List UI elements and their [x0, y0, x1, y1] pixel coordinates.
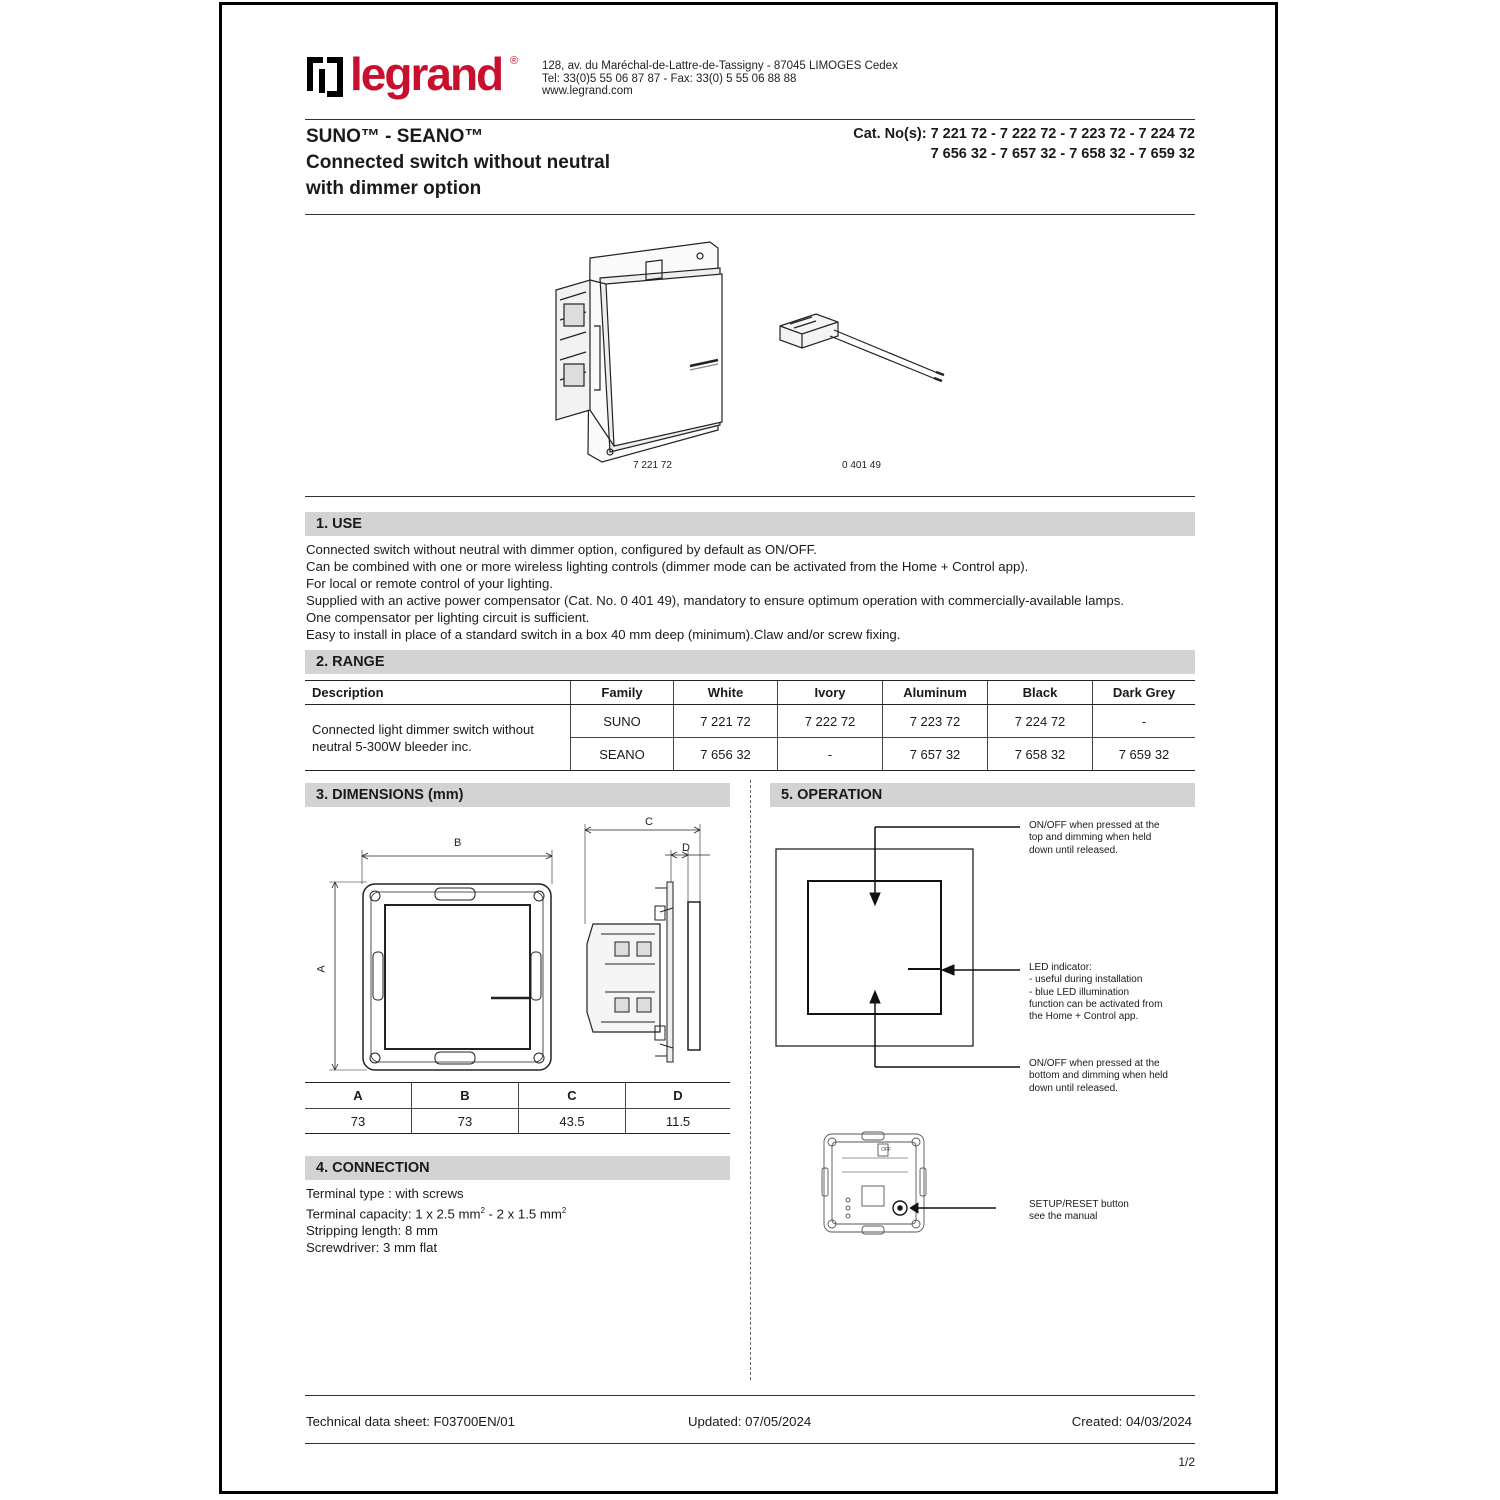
cell-c: 43.5: [519, 1109, 626, 1134]
cell-white: 7 221 72: [674, 705, 778, 738]
cell-black: 7 224 72: [988, 705, 1093, 738]
dimension-label-d: D: [682, 842, 690, 854]
compensator-reference: 0 401 49: [842, 460, 881, 471]
col-header: Aluminum: [883, 681, 988, 705]
section-heading-dimensions: 3. DIMENSIONS (mm): [305, 783, 730, 807]
table-row: [305, 1109, 730, 1134]
use-line: One compensator per lighting circuit is sufficient.: [306, 610, 590, 625]
website-link[interactable]: www.legrand.com: [542, 85, 633, 97]
contact-line: Tel: 33(0)5 55 06 87 87 - Fax: 33(0) 5 55 06 88 88: [542, 72, 797, 85]
title-line-1: SUNO™ - SEANO™: [306, 126, 484, 147]
section-heading-use: 1. USE: [305, 512, 1195, 536]
use-line: For local or remote control of your lighting.: [306, 576, 554, 591]
cell-d: 11.5: [626, 1109, 731, 1134]
title-line-2: Connected switch without neutral: [306, 152, 611, 173]
bottom-press-note: ON/OFF when pressed at the bottom and dimming when held down until released.: [1029, 1058, 1168, 1094]
module-rear-diagram: [818, 1128, 1028, 1238]
footer-created: Created: 04/03/2024: [1071, 1414, 1192, 1429]
col-header: A: [305, 1083, 412, 1109]
table-header-row: [305, 681, 1195, 705]
col-header: Black: [988, 681, 1093, 705]
setup-reset-note: SETUP/RESET button see the manual: [1029, 1199, 1129, 1223]
use-line: Can be combined with one or more wireless lighting controls (dimmer mode can be activated from the Home + Control app).: [306, 559, 1029, 574]
column-divider: [750, 780, 751, 1380]
cell-white: 7 656 32: [674, 738, 778, 771]
range-table: [305, 680, 1195, 771]
col-header: D: [626, 1083, 731, 1109]
divider: [305, 1443, 1195, 1444]
connection-text: [306, 1185, 566, 1256]
use-line: Easy to install in place of a standard switch in a box 40 mm deep (minimum).Claw and/or screw fixing.: [306, 627, 901, 642]
col-header: B: [412, 1083, 519, 1109]
stripping-length: Stripping length: 8 mm: [306, 1223, 438, 1239]
cat-line-2: 7 656 32 - 7 657 32 - 7 658 32 - 7 659 32: [930, 146, 1195, 162]
cell-a: 73: [305, 1109, 412, 1134]
divider: [305, 119, 1195, 120]
title-line-3: with dimmer option: [306, 178, 482, 199]
col-header: Dark Grey: [1093, 681, 1196, 705]
cell-ivory: 7 222 72: [778, 705, 883, 738]
col-header: Description: [305, 681, 571, 705]
use-line: Connected switch without neutral with dimmer option, configured by default as ON/OFF.: [306, 542, 817, 557]
company-address-block: [542, 60, 898, 98]
legrand-logo-wordmark: legrand: [350, 48, 503, 100]
cell-dark-grey: -: [1093, 705, 1196, 738]
section-heading-range: 2. RANGE: [305, 650, 1195, 674]
cat-line-1: Cat. No(s): 7 221 72 - 7 222 72 - 7 223 72 - 7 224 72: [853, 126, 1195, 142]
col-header: Family: [571, 681, 674, 705]
switch-product-illustration: [550, 240, 730, 465]
dimensions-table: [305, 1082, 730, 1134]
dimension-label-b: B: [454, 837, 462, 849]
col-header: White: [674, 681, 778, 705]
registered-mark: ®: [510, 55, 519, 67]
cell-b: 73: [412, 1109, 519, 1134]
page-number: 1/2: [1178, 1455, 1195, 1469]
legrand-logo-mark: [305, 55, 345, 99]
col-header: C: [519, 1083, 626, 1109]
section-heading-connection: 4. CONNECTION: [305, 1156, 730, 1180]
cell-dark-grey: 7 659 32: [1093, 738, 1196, 771]
cell-aluminum: 7 223 72: [883, 705, 988, 738]
catalogue-numbers: [853, 124, 1195, 164]
off-label: OFF: [881, 1147, 891, 1153]
compensator-product-illustration: [776, 312, 948, 382]
divider: [305, 1395, 1195, 1396]
use-text: [306, 541, 1196, 643]
operation-diagram: [770, 815, 1030, 1085]
dimensions-drawing: [315, 812, 725, 1077]
address-line: 128, av. du Maréchal-de-Lattre-de-Tassigny - 87045 LIMOGES Cedex: [542, 60, 898, 72]
switch-reference: 7 221 72: [633, 460, 672, 471]
top-press-note: ON/OFF when pressed at the top and dimming when held down until released.: [1029, 820, 1160, 856]
dimension-label-a: A: [315, 965, 328, 973]
footer-sheet-ref: Technical data sheet: F03700EN/01: [306, 1414, 515, 1429]
cell-aluminum: 7 657 32: [883, 738, 988, 771]
divider: [305, 496, 1195, 497]
range-description: Connected light dimmer switch without neutral 5-300W bleeder inc.: [305, 705, 571, 771]
terminal-capacity: Terminal capacity: 1 x 2.5 $mm^2 - 2$ x 1.5 $mm^2$: [306, 1206, 567, 1222]
cell-ivory: -: [778, 738, 883, 771]
cell-black: 7 658 32: [988, 738, 1093, 771]
table-header-row: [305, 1083, 730, 1109]
led-indicator-note: LED indicator: - useful during installation - blue LED illumination function can be activated from the Home + Control app.: [1029, 962, 1163, 1023]
table-row: [305, 705, 1195, 738]
cell-family: SEANO: [571, 738, 674, 771]
product-title: [306, 124, 610, 202]
section-heading-operation: 5. OPERATION: [770, 783, 1195, 807]
dimension-label-c: C: [645, 816, 653, 828]
divider: [305, 214, 1195, 215]
terminal-type: Terminal type : with screws: [306, 1186, 464, 1201]
use-line: Supplied with an active power compensator (Cat. No. 0 401 49), mandatory to ensure optimum operation with commercially-available lamps.: [306, 593, 1125, 608]
col-header: Ivory: [778, 681, 883, 705]
footer-updated: Updated: 07/05/2024: [688, 1414, 812, 1429]
cell-family: SUNO: [571, 705, 674, 738]
screwdriver: Screwdriver: 3 mm flat: [306, 1240, 438, 1256]
